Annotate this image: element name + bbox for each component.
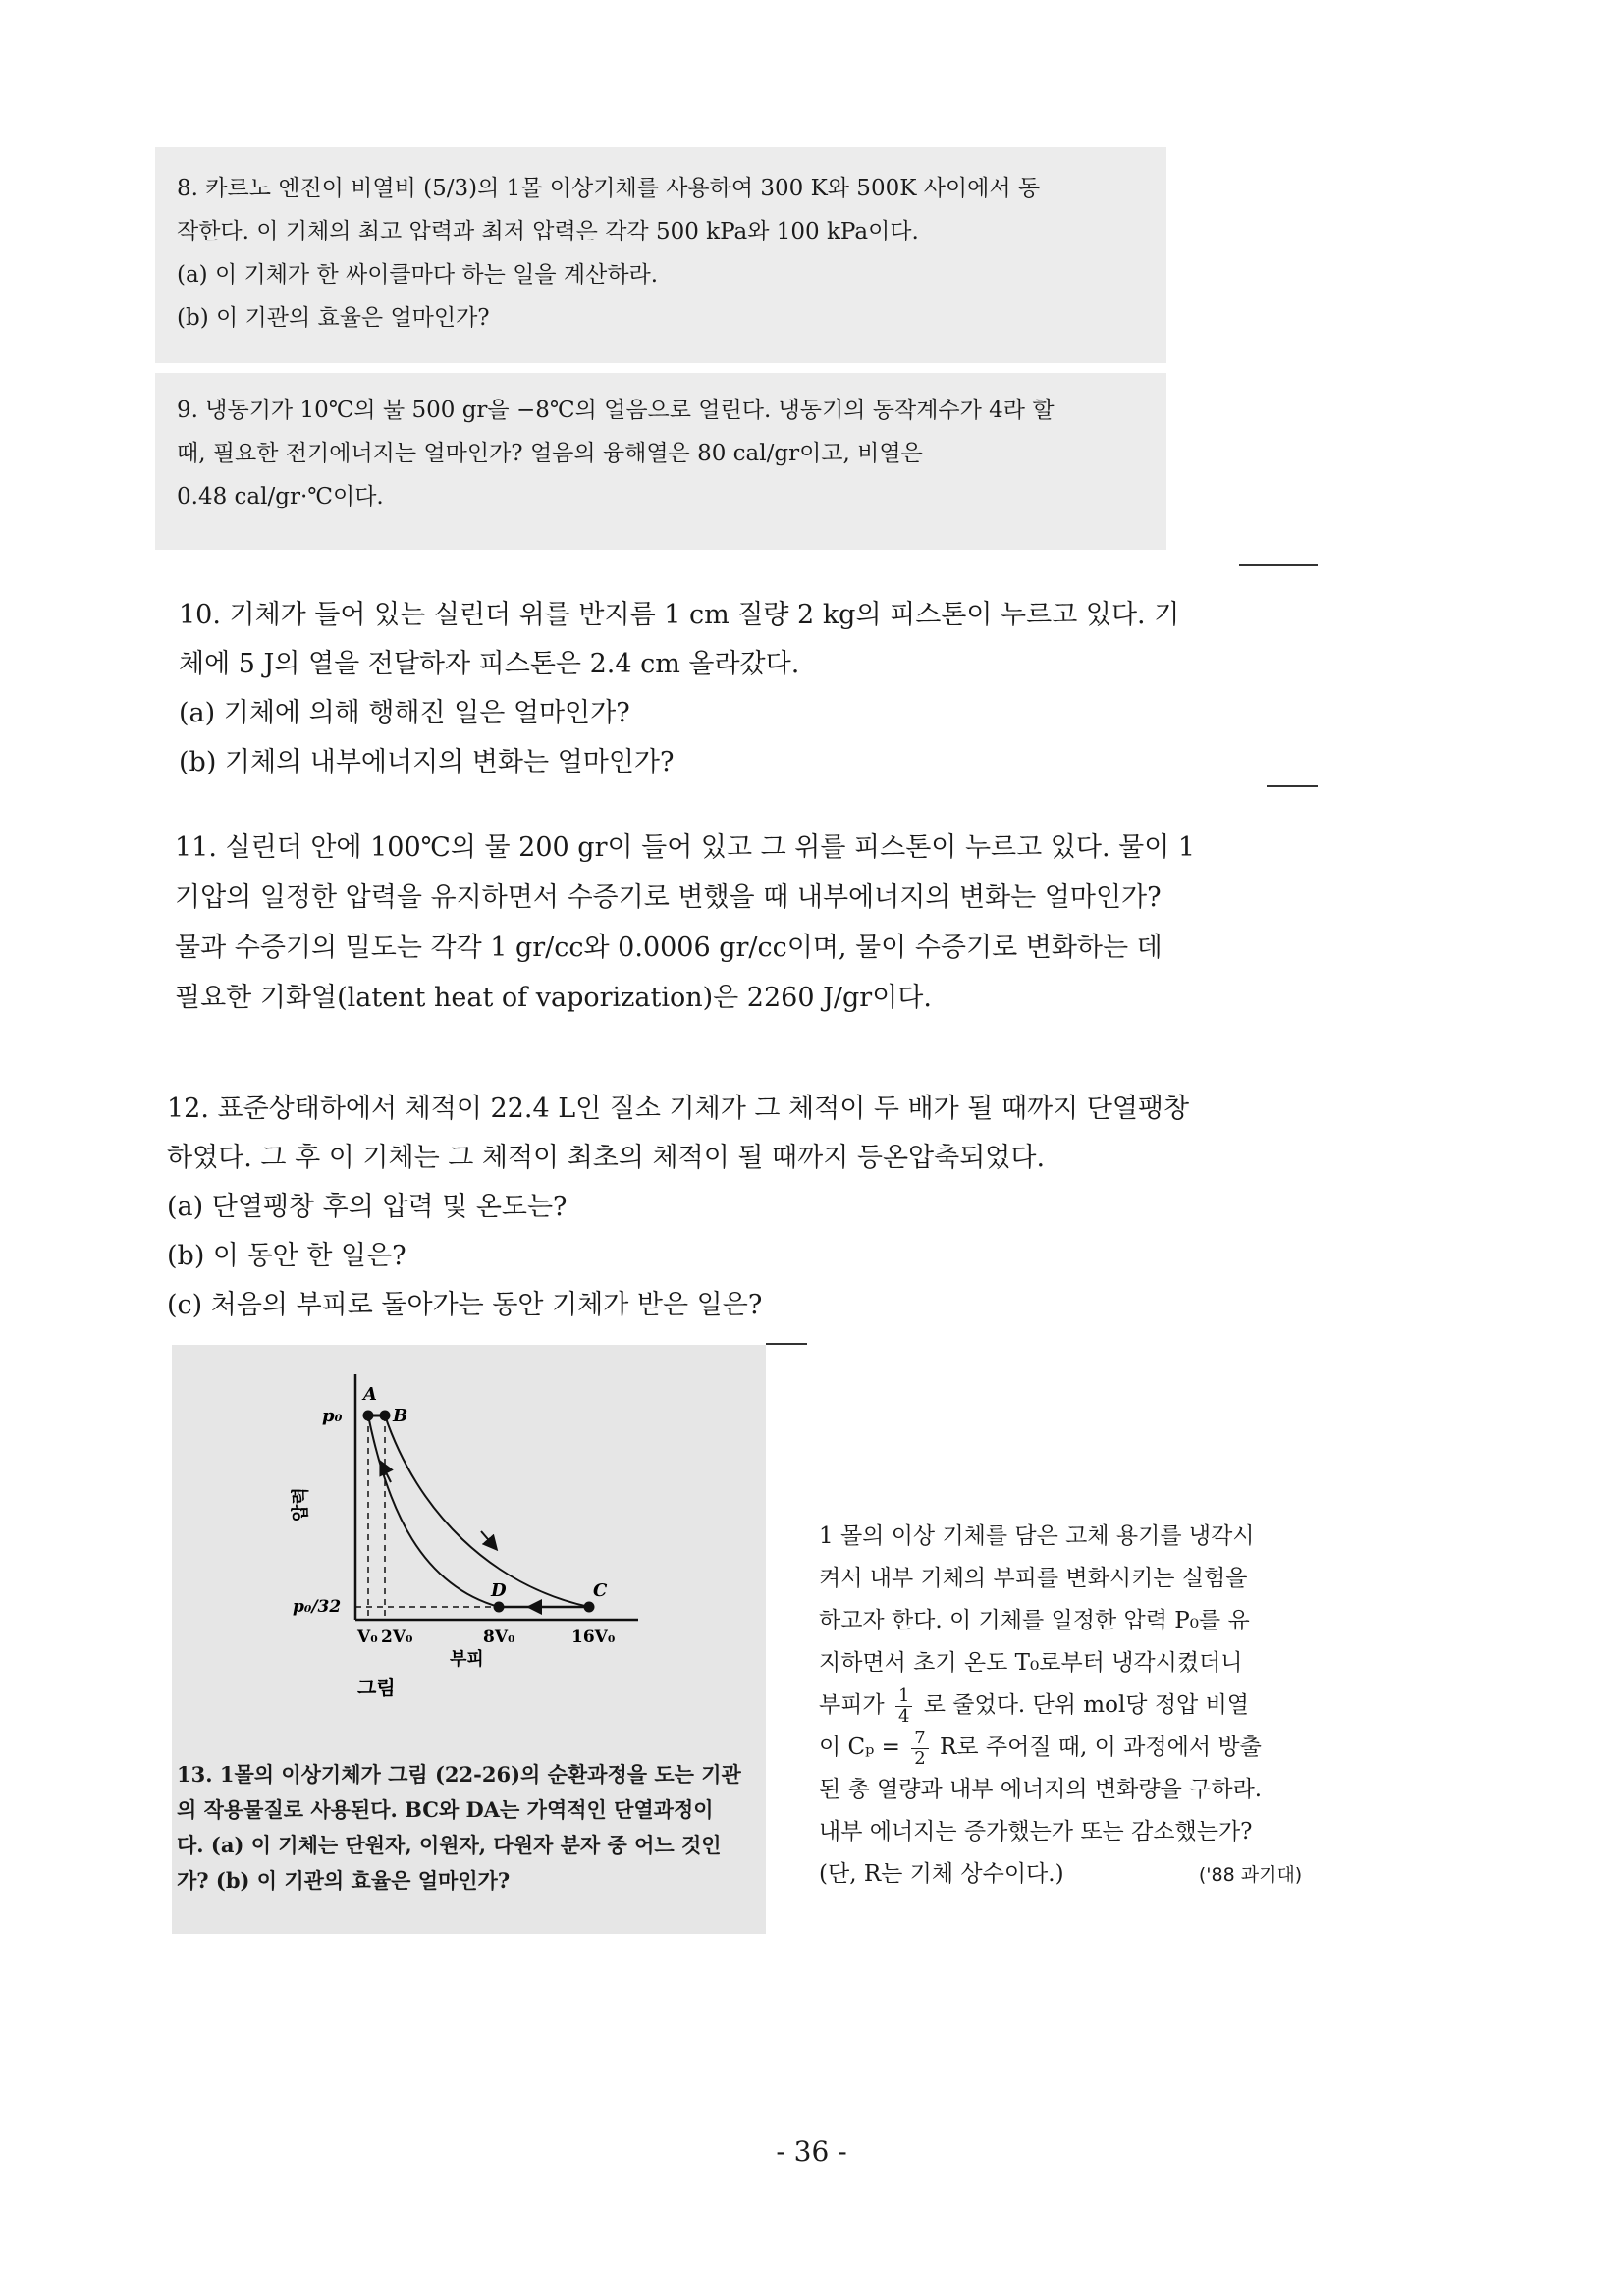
problem-10 [179,591,1179,787]
side-problem-line: 내부 에너지는 증가했는가 또는 감소했는가? [819,1819,1253,1844]
problem-12-line: (b) 이 동안 한 일은? [167,1241,406,1271]
problem-8 [177,167,1040,340]
label-c: C [593,1580,608,1601]
problem-11-line: 기압의 일정한 압력을 유지하면서 수증기로 변했을 때 내부에너지의 변화는 얼마인가? [175,882,1162,913]
tick-16v0: 16V₀ [571,1628,616,1647]
label-p0: p₀ [322,1406,343,1426]
problem-8-line: (b) 이 기관의 효율은 얼마인가? [177,305,490,331]
pv-diagram [291,1364,668,1699]
problem-9-line: 때, 필요한 전기에너지는 얼마인가? 얼음의 융해열은 80 cal/gr이고, 비열은 [177,441,923,466]
side-problem-line: 하고자 한다. 이 기체를 일정한 압력 P₀를 유 [819,1608,1250,1633]
source-tag: ('88 과기대) [1198,1864,1303,1886]
problem-13-line: 다. (a) 이 기체는 단원자, 이원자, 다원자 분자 중 어느 것인 [177,1833,722,1857]
side-problem-line [819,1853,1302,1896]
fraction-one-quarter [895,1686,912,1727]
problem-13 [177,1757,741,1898]
side-text: R로 주어질 때, 이 과정에서 방출 [940,1735,1262,1760]
process-da [368,1415,499,1607]
fraction-denominator: 4 [897,1705,910,1727]
label-p0-32: p₀/32 [293,1597,342,1617]
fraction-numerator: 7 [911,1729,928,1749]
label-b: B [393,1406,408,1426]
y-axis-label: 압력 [291,1487,311,1522]
side-text: (단, R는 기체 상수이다.) [819,1861,1064,1887]
label-d: D [491,1580,507,1601]
label-a: A [363,1384,377,1405]
side-problem [819,1516,1302,1896]
problem-8-line: (a) 이 기체가 한 싸이클마다 하는 일을 계산하라. [177,262,659,288]
problem-12-line: (a) 단열팽창 후의 압력 및 온도는? [167,1192,568,1222]
fraction-seven-halves [911,1729,928,1769]
page-number: - 36 - [776,2135,847,2167]
problem-11 [175,823,1195,1023]
point-b [380,1411,391,1421]
side-problem-line: 지하면서 초기 온도 T₀로부터 냉각시켰더니 [819,1650,1243,1676]
problem-8-line: 8. 카르노 엔진이 비열비 (5/3)의 1몰 이상기체를 사용하여 300 K와 500K 사이에서 동 [177,176,1041,201]
side-problem-line: 된 총 열량과 내부 에너지의 변화량을 구하라. [819,1777,1263,1802]
side-problem-line: 1 몰의 이상 기체를 담은 고체 용기를 냉각시 [819,1523,1255,1549]
problem-12-line: 하였다. 그 후 이 기체는 그 체적이 최초의 체적이 될 때까지 등온압축되었다. [167,1143,1046,1173]
problem-11-line: 11. 실린더 안에 100℃의 물 200 gr이 들어 있고 그 위를 피스톤이 누르고 있다. 물이 1 [175,832,1196,863]
side-text: 부피가 [819,1692,885,1718]
problem-10-line: 체에 5 J의 열을 전달하자 피스톤은 2.4 cm 올라갔다. [179,649,800,679]
tick-8v0: 8V₀ [483,1628,515,1647]
side-problem-line [819,1684,1302,1727]
problem-9-line: 0.48 cal/gr·℃이다. [177,484,384,509]
tick-v0: V₀ [357,1628,378,1647]
problem-9-line: 9. 냉동기가 10℃의 물 500 gr을 −8℃의 얼음으로 얼린다. 냉동기의 동작계수가 4라 할 [177,398,1055,423]
problem-9 [177,389,1055,518]
x-axis-label: 부피 [450,1649,484,1670]
side-text: 이 Cₚ = [819,1735,900,1760]
problem-10-line: (b) 기체의 내부에너지의 변화는 얼마인가? [179,747,675,777]
problem-10-line: (a) 기체에 의해 행해진 일은 얼마인가? [179,698,630,728]
point-c [584,1602,595,1613]
arrow-bc [481,1531,493,1545]
side-problem-line [819,1727,1302,1769]
problem-12 [167,1085,1189,1330]
side-problem-line: 켜서 내부 기체의 부피를 변화시키는 실험을 [819,1566,1248,1591]
problem-12-line: 12. 표준상태하에서 체적이 22.4 L인 질소 기체가 그 체적이 두 배가 될 때까지 단열팽창 [167,1094,1190,1124]
section-rule [1267,785,1318,787]
problem-11-line: 필요한 기화열(latent heat of vaporization)은 2260 J/gr이다. [175,983,932,1013]
process-bc [385,1415,589,1607]
problem-8-line: 작한다. 이 기체의 최고 압력과 최저 압력은 각각 500 kPa와 100 kPa이다. [177,219,919,244]
problem-12-line: (c) 처음의 부피로 돌아가는 동안 기체가 받은 일은? [167,1290,763,1320]
tick-2v0: 2V₀ [381,1628,413,1647]
problem-13-line: 13. 1몰의 이상기체가 그림 (22-26)의 순환과정을 도는 기관 [177,1762,741,1787]
problem-13-line: 의 작용물질로 사용된다. BC와 DA는 가역적인 단열과정이 [177,1797,714,1822]
problem-13-line: 가? (b) 이 기관의 효율은 얼마인가? [177,1868,511,1893]
figure-caption: 그림 [357,1676,396,1699]
point-d [494,1602,505,1613]
side-text: 로 줄었다. 단위 mol당 정압 비열 [923,1692,1250,1718]
fraction-numerator: 1 [895,1686,912,1707]
point-a [363,1411,374,1421]
section-rule [766,1343,807,1345]
problem-11-line: 물과 수증기의 밀도는 각각 1 gr/cc와 0.0006 gr/cc이며, 물이 수증기로 변화하는 데 [175,933,1163,963]
problem-10-line: 10. 기체가 들어 있는 실린더 위를 반지름 1 cm 질량 2 kg의 피스톤이 누르고 있다. 기 [179,600,1180,630]
section-rule [1239,564,1318,566]
fraction-denominator: 2 [914,1747,926,1769]
